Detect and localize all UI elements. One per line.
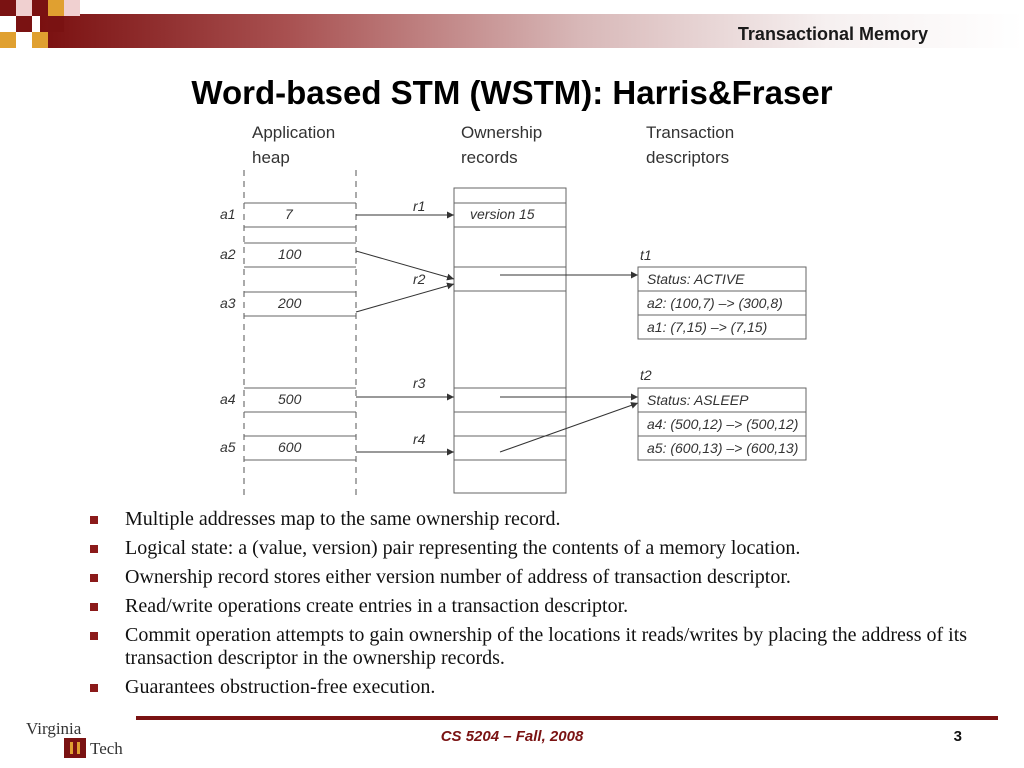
bullet-marker-icon	[90, 632, 98, 640]
logo-text-line2: Tech	[90, 739, 123, 758]
record-label-r1: r1	[413, 198, 426, 214]
heap-addr-a2: a2	[220, 246, 236, 262]
record-label-r4: r4	[413, 431, 426, 447]
bullet-item	[90, 595, 990, 618]
bullet-marker-icon	[90, 684, 98, 692]
descriptor-t1-status: Status: ACTIVE	[647, 271, 745, 287]
descriptor-t2-entry: a5: (600,13) –> (600,13)	[647, 440, 799, 456]
header-square	[48, 0, 64, 16]
bullet-text: Read/write operations create entries in a transaction descriptor.	[125, 595, 629, 617]
descriptor-header-line1: Transaction	[646, 123, 735, 142]
header-square	[32, 0, 48, 16]
footer-rule	[136, 716, 998, 720]
heap-value-a1: 7	[285, 206, 293, 222]
heap-addr-a5: a5	[220, 439, 236, 455]
bullet-text: Guarantees obstruction-free execution.	[125, 676, 436, 698]
header-title: Transactional Memory	[737, 24, 928, 44]
descriptor-t1-entry: a2: (100,7) –> (300,8)	[647, 295, 783, 311]
heap-header-line1: Application	[252, 123, 336, 142]
header-square	[0, 32, 16, 48]
record-label-r2: r2	[413, 271, 426, 287]
heap-value-a4: 500	[278, 391, 302, 407]
ownership-header-line2: records	[461, 148, 518, 167]
header-square	[64, 0, 80, 16]
logo-text-line1: Virginia	[26, 719, 82, 738]
heap-cells	[244, 203, 356, 460]
ownership-header-line1: Ownership	[461, 123, 543, 142]
descriptor-t2-status: Status: ASLEEP	[647, 392, 749, 408]
wstm-diagram	[200, 110, 820, 500]
bullet-marker-icon	[90, 603, 98, 611]
bullet-item	[90, 676, 990, 699]
heap-addr-a3: a3	[220, 295, 236, 311]
descriptor-label-t1: t1	[640, 247, 652, 263]
arrow-a2-r2	[356, 251, 454, 279]
heap-addr-a1: a1	[220, 206, 236, 222]
heap-header-line2: heap	[252, 148, 290, 167]
footer-course: CS 5204 – Fall, 2008	[440, 728, 584, 745]
heap-value-a2: 100	[278, 246, 302, 262]
record-label-r3: r3	[413, 375, 426, 391]
header-square	[0, 0, 16, 16]
header-square	[32, 32, 48, 48]
bullet-marker-icon	[90, 574, 98, 582]
bullet-item	[90, 508, 990, 531]
ownership-record-cells	[454, 203, 566, 460]
page-number: 3	[953, 728, 962, 745]
bullet-item	[90, 624, 990, 670]
heap-value-a3: 200	[278, 295, 302, 311]
record-r1-content: version 15	[470, 206, 535, 222]
bullet-item	[90, 537, 990, 560]
ownership-records-table	[454, 188, 566, 493]
arrow-r4-t2	[500, 403, 638, 452]
bullet-item	[90, 566, 990, 589]
heap-value-a5: 600	[278, 439, 302, 455]
header-square	[16, 16, 32, 32]
arrow-a3-r2	[356, 284, 454, 312]
descriptor-label-t2: t2	[640, 367, 652, 383]
bullet-text: Multiple addresses map to the same ownership record.	[125, 508, 561, 530]
header-square	[48, 16, 64, 32]
header-square	[16, 0, 32, 16]
heap-addr-a4: a4	[220, 391, 236, 407]
bullet-list	[90, 508, 990, 705]
bullet-text: Commit operation attempts to gain ownership of the locations it reads/writes by placing the address of its transaction descriptor in the ownership records.	[125, 624, 968, 669]
bullet-marker-icon	[90, 545, 98, 553]
bullet-marker-icon	[90, 516, 98, 524]
descriptor-header-line2: descriptors	[646, 148, 730, 167]
bullet-text: Ownership record stores either version number of address of transaction descriptor.	[125, 566, 791, 588]
slide-title: Word-based STM (WSTM): Harris&Fraser	[191, 74, 833, 111]
descriptor-t2-entry: a4: (500,12) –> (500,12)	[647, 416, 799, 432]
bullet-text: Logical state: a (value, version) pair representing the contents of a memory location.	[125, 537, 801, 559]
descriptor-t1-entry: a1: (7,15) –> (7,15)	[647, 319, 768, 335]
